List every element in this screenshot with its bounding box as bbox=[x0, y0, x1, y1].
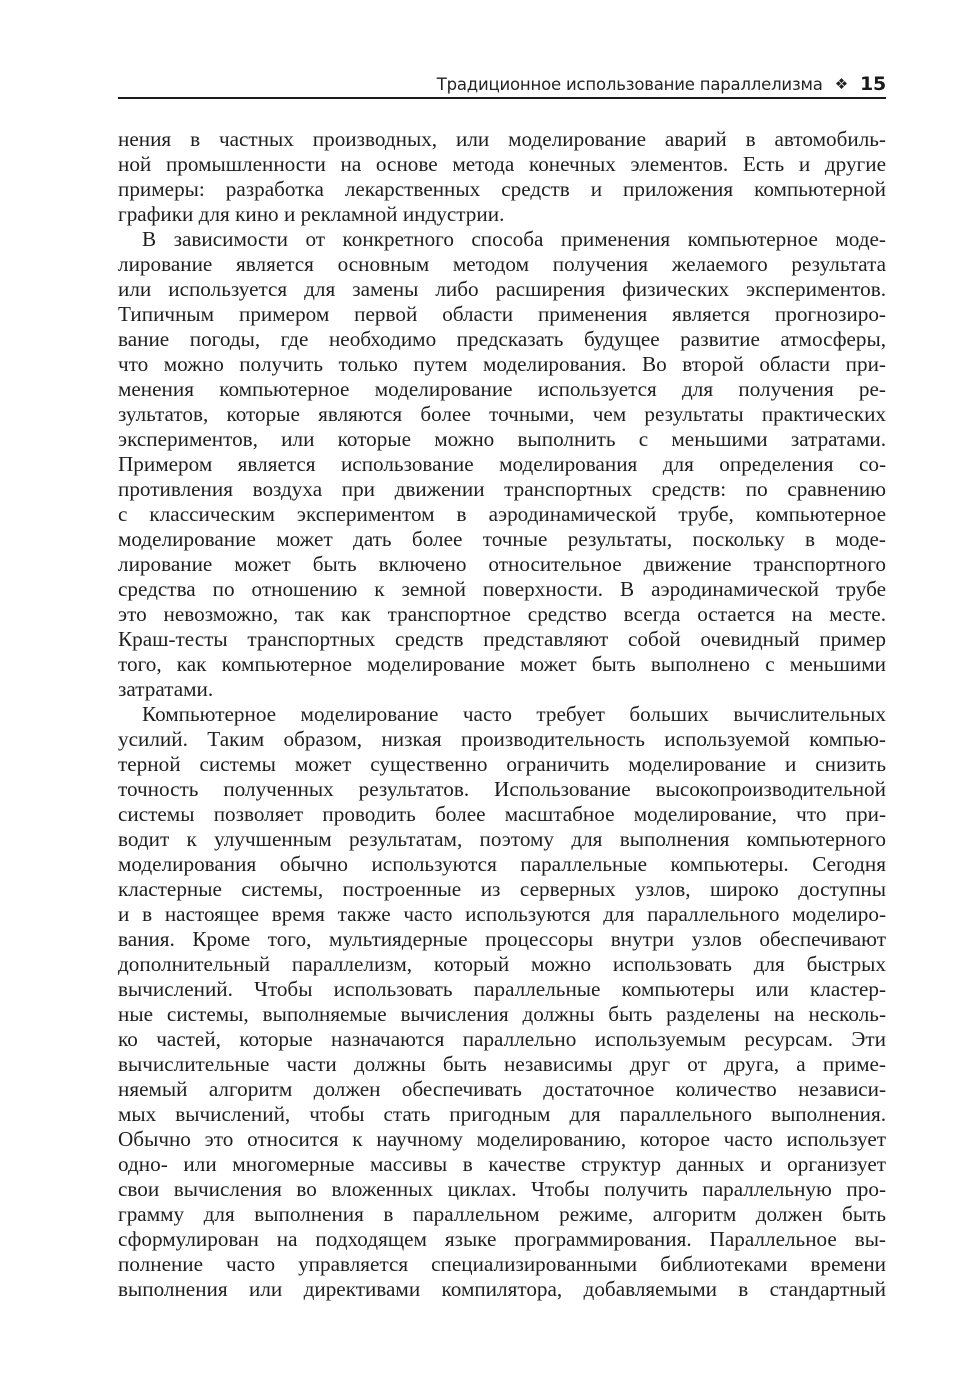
text-line: водит к улучшенным результатам, поэтому для выполнения компьютерного bbox=[118, 827, 886, 851]
text-line: затратами. bbox=[118, 677, 214, 701]
text-line: с классическим экспериментом в аэродинамической трубе, компьютерное bbox=[118, 502, 886, 526]
text-line: Примером является использование моделирования для определения со- bbox=[118, 452, 886, 476]
text-line: вание погоды, где необходимо предсказать будущее развитие атмосферы, bbox=[118, 327, 886, 351]
text-line: экспериментов, или которые можно выполнить с меньшими затратами. bbox=[118, 427, 886, 451]
text-line: Компьютерное моделирование часто требует больших вычислительных bbox=[142, 702, 886, 726]
text-line: и в настоящее время также часто используются для параллельного моделиро- bbox=[118, 902, 886, 926]
text-line: зультатов, которые являются более точными, чем результаты практических bbox=[118, 402, 886, 426]
text-line: мых вычислений, чтобы стать пригодным для параллельного выполнения. bbox=[118, 1102, 886, 1126]
text-line: системы позволяет проводить более масштабное моделирование, что при- bbox=[118, 802, 886, 826]
text-line: Краш-тесты транспортных средств представляют собой очевидный пример bbox=[118, 627, 886, 651]
text-line: моделирование может дать более точные результаты, поскольку в моде- bbox=[118, 527, 886, 551]
text-line: вания. Кроме того, мультиядерные процессоры внутри узлов обеспечивают bbox=[118, 927, 886, 951]
paragraph bbox=[118, 227, 886, 702]
text-line: няемый алгоритм должен обеспечивать достаточное количество независи- bbox=[118, 1077, 886, 1101]
text-line: Обычно это относится к научному моделированию, которое часто использует bbox=[118, 1127, 886, 1151]
text-line: примеры: разработка лекарственных средств и приложения компьютерной bbox=[118, 177, 886, 201]
text-line: свои вычисления во вложенных циклах. Чтобы получить параллельную про- bbox=[118, 1177, 886, 1201]
text-line: ной промышленности на основе метода конечных элементов. Есть и другие bbox=[118, 152, 886, 176]
header-rule-divider bbox=[118, 97, 886, 99]
text-line: это невозможно, так как транспортное средство всегда остается на месте. bbox=[118, 602, 886, 626]
body-text bbox=[118, 127, 886, 1302]
diamond-ornament-icon: ❖ bbox=[834, 75, 848, 93]
text-line: одно- или многомерные массивы в качестве структур данных и организует bbox=[118, 1152, 886, 1176]
text-line: терной системы может существенно ограничить моделирование и снизить bbox=[118, 752, 886, 776]
text-line: моделирования обычно используются параллельные компьютеры. Сегодня bbox=[118, 852, 886, 876]
text-line: грамму для выполнения в параллельном режиме, алгоритм должен быть bbox=[118, 1202, 886, 1226]
text-line: менения компьютерное моделирование используется для получения ре- bbox=[118, 377, 886, 401]
text-line: или используется для замены либо расширения физических экспериментов. bbox=[118, 277, 886, 301]
paragraph bbox=[118, 702, 886, 1302]
page-header bbox=[118, 70, 886, 98]
text-line: усилий. Таким образом, низкая производительность используемой компью- bbox=[118, 727, 886, 751]
text-line: вычислений. Чтобы использовать параллельные компьютеры или кластер- bbox=[118, 977, 886, 1001]
text-line: того, как компьютерное моделирование может быть выполнено с меньшими bbox=[118, 652, 886, 676]
text-line: графики для кино и рекламной индустрии. bbox=[118, 202, 505, 226]
running-title: Традиционное использование параллелизма bbox=[436, 74, 823, 94]
text-line: ные системы, выполняемые вычисления должны быть разделены на несколь- bbox=[118, 1002, 886, 1026]
text-line: Типичным примером первой области применения является прогнозиро- bbox=[118, 302, 886, 326]
text-line: точность полученных результатов. Использование высокопроизводительной bbox=[118, 777, 886, 801]
text-line: лирование является основным методом получения желаемого результата bbox=[118, 252, 886, 276]
text-line: вычислительные части должны быть независимы друг от друга, а приме- bbox=[118, 1052, 886, 1076]
text-line: дополнительный параллелизм, который можно использовать для быстрых bbox=[118, 952, 886, 976]
text-line: В зависимости от конкретного способа применения компьютерное моде- bbox=[142, 227, 886, 251]
text-line: выполнения или директивами компилятора, добавляемыми в стандартный bbox=[118, 1277, 886, 1301]
text-line: полнение часто управляется специализированными библиотеками времени bbox=[118, 1252, 886, 1276]
paragraph bbox=[118, 127, 886, 227]
text-line: лирование может быть включено относительное движение транспортного bbox=[118, 552, 886, 576]
text-line: противления воздуха при движении транспортных средств: по сравнению bbox=[118, 477, 886, 501]
text-line: средства по отношению к земной поверхности. В аэродинамической трубе bbox=[118, 577, 886, 601]
text-line: что можно получить только путем моделирования. Во второй области при- bbox=[118, 352, 886, 376]
text-line: нения в частных производных, или моделирование аварий в автомобиль- bbox=[118, 127, 886, 151]
text-line: сформулирован на подходящем языке программирования. Параллельное вы- bbox=[118, 1227, 886, 1251]
text-line: ко частей, которые назначаются параллельно используемым ресурсам. Эти bbox=[118, 1027, 886, 1051]
page-number: 15 bbox=[859, 73, 886, 95]
text-line: кластерные системы, построенные из серверных узлов, широко доступны bbox=[118, 877, 886, 901]
